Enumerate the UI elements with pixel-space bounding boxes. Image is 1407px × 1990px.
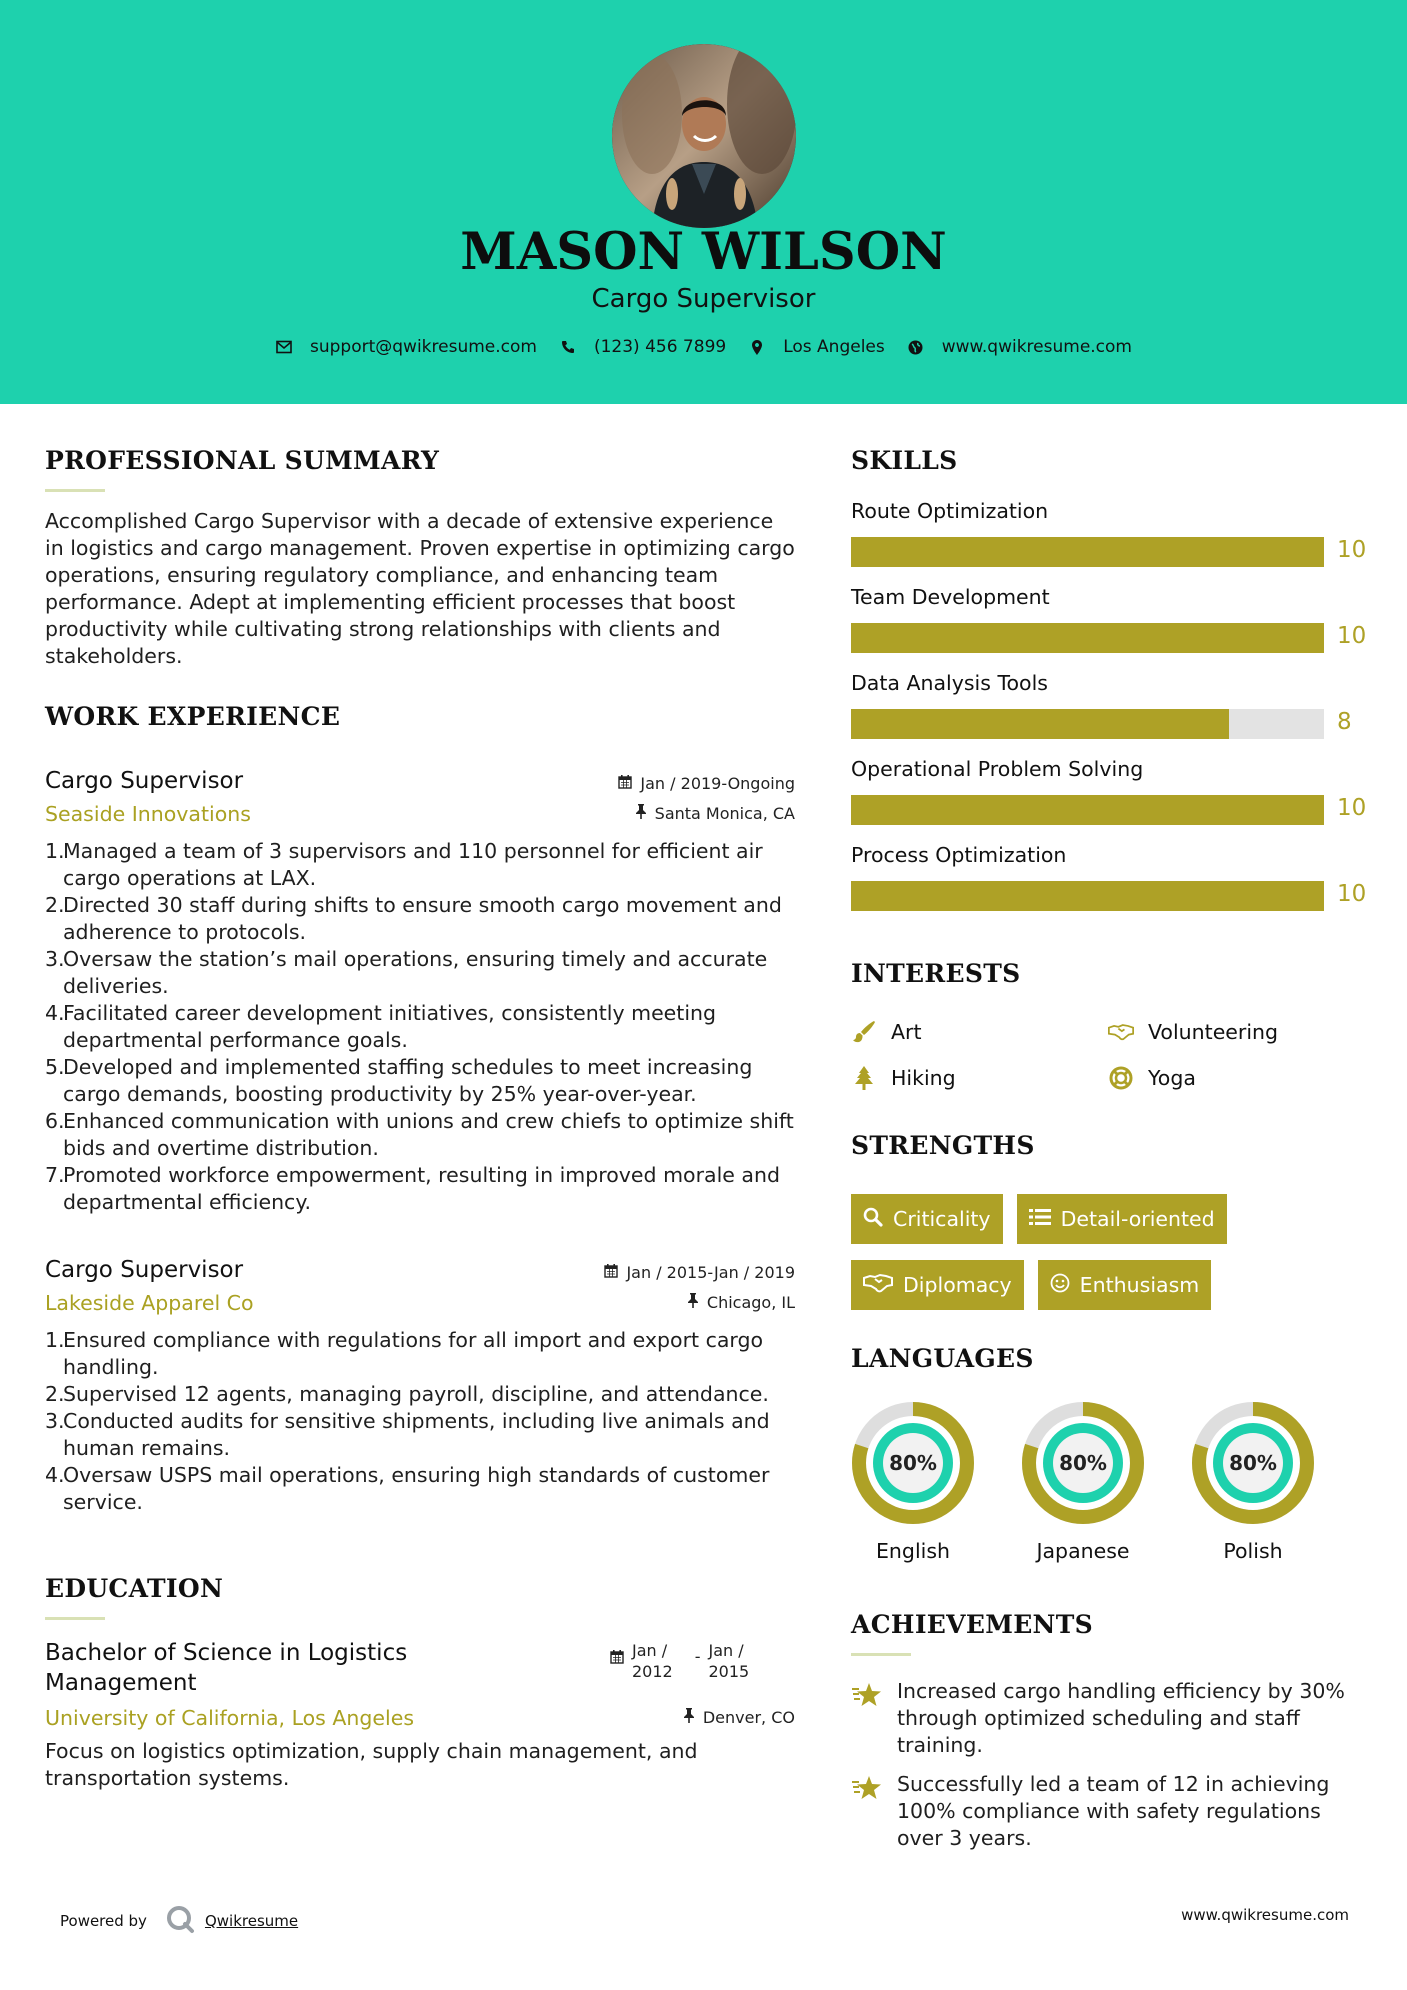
strengths-section bbox=[851, 1131, 1371, 1310]
calendar-icon bbox=[604, 1263, 618, 1282]
achievement-item: Successfully led a team of 12 in achieving 100% compliance with safety regulations over 3 years. bbox=[851, 1771, 1371, 1852]
job-location-text: Chicago, IL bbox=[706, 1293, 795, 1312]
skill-bar-track bbox=[851, 623, 1324, 653]
calendar-icon bbox=[610, 1648, 624, 1682]
calendar-icon bbox=[618, 774, 632, 793]
section-divider bbox=[45, 1617, 105, 1620]
interests-title: INTERESTS bbox=[851, 959, 1021, 988]
skill-bar-row bbox=[851, 795, 1371, 843]
degree-title: Bachelor of Science in Logistics Management bbox=[45, 1640, 408, 1696]
language-percent: 80% bbox=[1229, 1451, 1277, 1475]
skill-bar-fill bbox=[851, 795, 1324, 825]
contact-phone-text: (123) 456 7899 bbox=[593, 337, 727, 357]
skill-bar-track bbox=[851, 537, 1324, 567]
skill-bar-fill bbox=[851, 881, 1324, 911]
education-dates bbox=[610, 1640, 749, 1682]
skill-item bbox=[851, 671, 1371, 757]
education-description: Focus on logistics optimization, supply chain management, and transportation systems. bbox=[45, 1739, 698, 1790]
job-bullet: 3. Oversaw the station’s mail operations, ensuring timely and accurate deliveries. bbox=[45, 947, 768, 998]
skill-value: 10 bbox=[1337, 623, 1367, 649]
search-icon bbox=[863, 1207, 883, 1232]
skill-bar-row bbox=[851, 623, 1371, 671]
phone-icon bbox=[559, 338, 577, 356]
strength-tag: Criticality bbox=[851, 1194, 1003, 1244]
interests-section bbox=[851, 959, 1371, 1092]
candidate-name: MASON WILSON bbox=[460, 222, 947, 282]
language-donut bbox=[1021, 1401, 1145, 1525]
strength-tag: Detail-oriented bbox=[1017, 1194, 1227, 1244]
interests-list bbox=[851, 1018, 1371, 1092]
globe-icon bbox=[907, 338, 925, 356]
contact-email-text: support@qwikresume.com bbox=[310, 337, 537, 357]
job-bullet: 4. Facilitated career development initiatives, consistently meeting departmental performance goals. bbox=[45, 1001, 717, 1052]
job-bullet: 1. Ensured compliance with regulations for all import and export cargo handling. bbox=[45, 1328, 764, 1379]
job-bullet: 3. Conducted audits for sensitive shipments, including live animals and human remains. bbox=[45, 1409, 770, 1460]
education-head bbox=[45, 1638, 795, 1702]
tree-icon bbox=[851, 1065, 877, 1091]
star-icon bbox=[851, 1774, 883, 1852]
powered-by-text: Powered by bbox=[60, 1912, 147, 1930]
contact-location bbox=[748, 337, 885, 357]
education-location bbox=[683, 1708, 795, 1727]
language-donut bbox=[851, 1401, 975, 1525]
interest-item: Volunteering bbox=[1108, 1018, 1365, 1046]
skills-section bbox=[851, 446, 1371, 929]
experience-section bbox=[45, 702, 795, 1514]
list-icon bbox=[1029, 1207, 1051, 1231]
job-bullet: 7. Promoted workforce empowerment, resulting in improved morale and departmental efficiency. bbox=[45, 1163, 780, 1214]
strengths-list bbox=[851, 1194, 1371, 1310]
smile-icon bbox=[1050, 1273, 1070, 1298]
profile-photo-image bbox=[612, 44, 796, 228]
job-dates-text: Jan / 2015-Jan / 2019 bbox=[626, 1263, 795, 1282]
skill-value: 10 bbox=[1337, 795, 1367, 821]
footer-branding bbox=[60, 1904, 298, 1938]
language-percent: 80% bbox=[889, 1451, 937, 1475]
job-bullet: 1. Managed a team of 3 supervisors and 110 personnel for efficient air cargo operations at LAX. bbox=[45, 839, 763, 890]
skill-value: 10 bbox=[1337, 881, 1367, 907]
candidate-role: Cargo Supervisor bbox=[591, 284, 816, 314]
job-dates bbox=[618, 774, 795, 793]
skill-bar-row bbox=[851, 537, 1371, 585]
contact-email[interactable] bbox=[275, 337, 537, 357]
skills-title: SKILLS bbox=[851, 446, 958, 475]
languages-title: LANGUAGES bbox=[851, 1344, 1034, 1373]
header-banner bbox=[0, 0, 1407, 404]
skill-name: Data Analysis Tools bbox=[851, 671, 1048, 695]
job-bullet: 2. Supervised 12 agents, managing payroll, discipline, and attendance. bbox=[45, 1382, 769, 1406]
education-section bbox=[45, 1574, 795, 1792]
languages-section bbox=[851, 1344, 1371, 1563]
job-location bbox=[635, 804, 795, 823]
language-item bbox=[851, 1401, 975, 1563]
job-title: Cargo Supervisor bbox=[45, 768, 244, 794]
achievements-title: ACHIEVEMENTS bbox=[851, 1610, 1093, 1639]
skill-bar-row bbox=[851, 881, 1371, 929]
interest-item: Yoga bbox=[1108, 1064, 1365, 1092]
summary-text: Accomplished Cargo Supervisor with a decade of extensive experience in logistics and cargo management. Proven expertise in optimizing cargo operations, ensuring regulatory compliance, and enhancing team performance. Adept at implementing efficient processes that boost productivity while cultivating strong relationships with clients and stakeholders. bbox=[45, 509, 795, 668]
language-name: Polish bbox=[1223, 1539, 1283, 1563]
education-location-text: Denver, CO bbox=[702, 1708, 795, 1727]
envelope-icon bbox=[275, 338, 293, 356]
language-item bbox=[1191, 1401, 1315, 1563]
interest-item: Art bbox=[851, 1018, 1108, 1046]
handshake-icon bbox=[863, 1273, 893, 1298]
skill-bar-fill bbox=[851, 623, 1324, 653]
language-donut bbox=[1191, 1401, 1315, 1525]
section-divider bbox=[45, 489, 105, 492]
job-bullets bbox=[45, 1327, 795, 1516]
skill-item bbox=[851, 757, 1371, 843]
pushpin-icon bbox=[683, 1708, 695, 1727]
handshake-icon bbox=[1108, 1019, 1134, 1045]
achievement-item: Increased cargo handling efficiency by 30% through optimized scheduling and staff training. bbox=[851, 1678, 1371, 1759]
language-name: English bbox=[875, 1539, 951, 1563]
strength-tag: Diplomacy bbox=[851, 1260, 1024, 1310]
strengths-title: STRENGTHS bbox=[851, 1131, 1035, 1160]
job-dates-text: Jan / 2019-Ongoing bbox=[640, 774, 795, 793]
company-name: Seaside Innovations bbox=[45, 802, 251, 826]
skill-bar-fill bbox=[851, 709, 1229, 739]
job-title: Cargo Supervisor bbox=[45, 1257, 244, 1283]
summary-section bbox=[45, 446, 795, 670]
job-entry bbox=[45, 1257, 795, 1516]
job-bullets bbox=[45, 838, 795, 1216]
skill-value: 8 bbox=[1337, 709, 1352, 735]
interest-item: Hiking bbox=[851, 1064, 1108, 1092]
language-percent: 80% bbox=[1059, 1451, 1107, 1475]
pushpin-icon bbox=[687, 1293, 699, 1312]
job-bullet: 5. Developed and implemented staffing schedules to meet increasing cargo demands, boosting productivity by 25% year-over-year. bbox=[45, 1055, 753, 1106]
profile-photo bbox=[612, 44, 796, 228]
paintbrush-icon bbox=[851, 1019, 877, 1045]
strength-tag: Enthusiasm bbox=[1038, 1260, 1212, 1310]
experience-title: WORK EXPERIENCE bbox=[45, 702, 341, 731]
skill-bar-track bbox=[851, 709, 1324, 739]
skill-bar-track bbox=[851, 795, 1324, 825]
skill-item bbox=[851, 585, 1371, 671]
summary-title: PROFESSIONAL SUMMARY bbox=[45, 446, 440, 475]
education-end: Jan / 2015 bbox=[708, 1641, 750, 1681]
star-icon bbox=[851, 1681, 883, 1759]
achievements-section bbox=[851, 1610, 1371, 1852]
language-name: Japanese bbox=[1036, 1539, 1130, 1563]
map-pin-icon bbox=[748, 338, 766, 356]
qwikresume-link[interactable]: Qwikresume bbox=[204, 1912, 299, 1930]
contact-phone[interactable] bbox=[559, 337, 726, 357]
company-name: Lakeside Apparel Co bbox=[45, 1291, 254, 1315]
job-entry bbox=[45, 768, 795, 1216]
contact-website-text: www.qwikresume.com bbox=[941, 337, 1132, 357]
section-divider bbox=[851, 1653, 911, 1656]
languages-list bbox=[851, 1401, 1371, 1563]
skill-bar-track bbox=[851, 881, 1324, 911]
skills-list bbox=[851, 499, 1371, 929]
job-location-text: Santa Monica, CA bbox=[654, 804, 795, 823]
school-name: University of California, Los Angeles bbox=[45, 1706, 415, 1730]
job-bullet: 6. Enhanced communication with unions and crew chiefs to optimize shift bids and overtime distribution. bbox=[45, 1109, 794, 1160]
contact-website[interactable] bbox=[907, 337, 1132, 357]
pushpin-icon bbox=[635, 804, 647, 823]
footer-site-link[interactable]: www.qwikresume.com bbox=[1181, 1906, 1349, 1924]
job-location bbox=[687, 1293, 795, 1312]
skill-item bbox=[851, 843, 1371, 929]
job-bullet: 4. Oversaw USPS mail operations, ensuring high standards of customer service. bbox=[45, 1463, 770, 1514]
education-start: Jan / 2012 bbox=[632, 1641, 673, 1681]
skill-bar-row bbox=[851, 709, 1371, 757]
skill-name: Operational Problem Solving bbox=[851, 757, 1144, 781]
language-item bbox=[1021, 1401, 1145, 1563]
skill-name: Route Optimization bbox=[851, 499, 1049, 523]
contact-location-text: Los Angeles bbox=[783, 337, 885, 357]
job-dates bbox=[604, 1263, 795, 1282]
skill-value: 10 bbox=[1337, 537, 1367, 563]
lifebuoy-icon bbox=[1108, 1065, 1134, 1091]
qwikresume-logo-icon bbox=[165, 1904, 195, 1938]
skill-name: Process Optimization bbox=[851, 843, 1067, 867]
skill-name: Team Development bbox=[851, 585, 1050, 609]
job-bullet: 2. Directed 30 staff during shifts to ensure smooth cargo movement and adherence to protocols. bbox=[45, 893, 782, 944]
skill-bar-fill bbox=[851, 537, 1324, 567]
education-title: EDUCATION bbox=[45, 1574, 224, 1603]
date-separator: - bbox=[694, 1647, 701, 1666]
contact-bar bbox=[0, 337, 1407, 357]
skill-item bbox=[851, 499, 1371, 585]
